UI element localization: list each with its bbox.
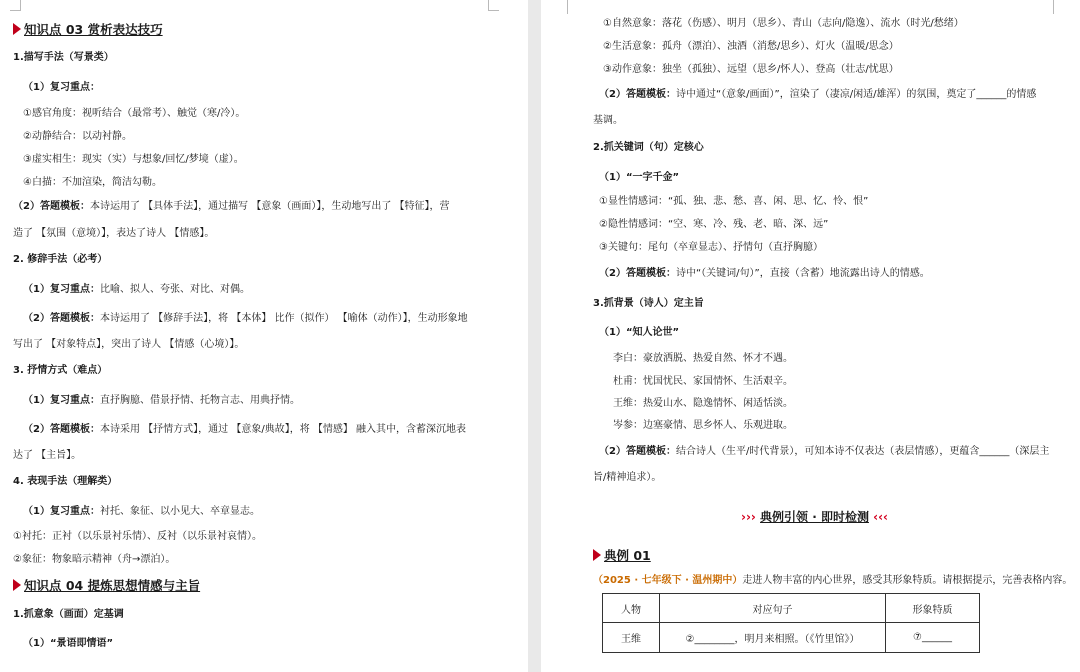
answer-template: （2）答题模板：本诗运用了 【具体手法】，通过描写 【意象（画面）】，生动地写出了 【特征】，营 <box>13 201 450 212</box>
answer-template-cont: 造了 【氛围（意境）】，表达了诗人 【情感】。 <box>13 228 215 239</box>
banner-title: 典例引领 · 即时检测 <box>760 510 869 524</box>
page-corner-mark <box>488 0 499 11</box>
answer-template: （2）答题模板：诗中通过“（意象/画面）”，渲染了（凄凉/闲适/雄浑）的氛围，奠定了______的情感 <box>599 89 1037 100</box>
list-item: ①显性情感词：“孤、独、悲、愁、喜、闲、思、忆、怜、恨” <box>599 196 869 207</box>
page-corner-mark <box>557 0 568 14</box>
poet-item: 岑参：边塞豪情、思乡怀人、乐观进取。 <box>613 420 793 431</box>
imagery-item: ①自然意象：落花（伤感）、明月（思乡）、青山（志向/隐逸）、流水（时光/愁绪） <box>603 18 964 29</box>
poet-item: 王维：热爱山水、隐逸情怀、闲适恬淡。 <box>613 398 793 409</box>
example-section-banner <box>741 510 888 524</box>
section-heading-04: 知识点 04 提炼思想情感与主旨 <box>13 578 200 594</box>
point-title: （1）复习重点： <box>23 82 100 93</box>
document-page-left <box>0 0 528 672</box>
poet-item: 李白：豪放洒脱、热爱自然、怀才不遇。 <box>613 353 793 364</box>
example-prompt: （2025 · 七年级下 · 温州期中）走进人物丰富的内心世界，感受其形象特质。请根据提示，完善表格内容。 <box>593 575 1073 586</box>
list-item: ③关键句：尾句（卒章显志）、抒情句（直抒胸臆） <box>599 242 823 253</box>
list-item: ②隐性情感词：“空、寒、冷、残、老、暗、深、远” <box>599 219 829 230</box>
subsection-title: 1.抓意象（画面）定基调 <box>13 609 124 620</box>
imagery-item: ③动作意象：独坐（孤独）、远望（思乡/怀人）、登高（壮志/忧思） <box>603 64 899 75</box>
review-points: （1）复习重点：衬托、象征、以小见大、卒章显志。 <box>23 506 260 517</box>
list-item: ①感官角度：视听结合（最常考）、触觉（寒/冷）。 <box>23 108 246 119</box>
page-corner-mark <box>1053 0 1064 14</box>
review-points: （1）复习重点：直抒胸臆、借景抒情、托物言志、用典抒情。 <box>23 395 300 406</box>
point-title: （1）“知人论世” <box>599 327 680 338</box>
answer-template: （2）答题模板：本诗采用 【抒情方式】，通过 【意象/典故】，将 【情感】 融入其中，含蓄深沉地表 <box>23 424 467 435</box>
page-corner-mark <box>10 0 21 11</box>
table-cell: 王维 <box>603 623 660 653</box>
example-table <box>602 593 980 653</box>
answer-template-cont: 旨/精神追求）。 <box>593 472 662 483</box>
subsection-title: 1.描写手法（写景类） <box>13 52 114 63</box>
section-heading-03: 知识点 03 赏析表达技巧 <box>13 22 163 38</box>
answer-template-cont: 基调。 <box>593 115 623 126</box>
review-points: （1）复习重点：比喻、拟人、夸张、对比、对偶。 <box>23 284 250 295</box>
table-cell: ⑦______ <box>886 623 980 653</box>
subsection-title: 4. 表现手法（理解类） <box>13 476 118 487</box>
subsection-title: 3. 抒情方式（难点） <box>13 365 108 376</box>
red-arrow-icon <box>593 549 601 561</box>
table-row <box>603 623 980 653</box>
subsection-title: 2.抓关键词（句）定核心 <box>593 142 704 153</box>
example-source: （2025 · 七年级下 · 温州期中） <box>593 575 743 586</box>
red-arrow-icon <box>13 579 21 591</box>
answer-template: （2）答题模板：结合诗人（生平/时代背景），可知本诗不仅表达（表层情感），更蕴含______（深层主 <box>599 446 1050 457</box>
red-arrow-icon <box>13 23 21 35</box>
subsection-title: 3.抓背景（诗人）定主旨 <box>593 298 704 309</box>
answer-template-cont: 写出了 【对象特点】，突出了诗人 【情感（心境）】。 <box>13 339 245 350</box>
point-title: （1）“一字千金” <box>599 172 680 183</box>
table-header-cell: 人物 <box>603 594 660 623</box>
example-heading: 典例 01 <box>593 548 651 564</box>
list-item: ②象征：物象暗示精神（舟→漂泊）。 <box>13 554 176 565</box>
imagery-item: ②生活意象：孤舟（漂泊）、浊酒（消愁/思乡）、灯火（温暖/思念） <box>603 41 899 52</box>
answer-template-cont: 达了 【主旨】。 <box>13 450 82 461</box>
list-item: ①衬托：正衬（以乐景衬乐情）、反衬（以乐景衬哀情）。 <box>13 531 262 542</box>
subsection-title: 2. 修辞手法（必考） <box>13 254 108 265</box>
table-header-cell: 形象特质 <box>886 594 980 623</box>
document-page-right <box>541 0 1080 672</box>
list-item: ④白描：不加渲染，简洁勾勒。 <box>23 177 162 188</box>
table-header-row <box>603 594 980 623</box>
table-cell: ②________，明月来相照。（《竹里馆》） <box>660 623 886 653</box>
answer-template: （2）答题模板：诗中“（关键词/句）”，直接（含蓄）地流露出诗人的情感。 <box>599 268 930 279</box>
poet-item: 杜甫：忧国忧民、家国情怀、生活艰辛。 <box>613 376 793 387</box>
answer-template: （2）答题模板：本诗运用了 【修辞手法】，将 【本体】 比作（拟作） 【喻体（动作）】，生动形象地 <box>23 313 468 324</box>
banner-arrows-right: ‹‹‹ <box>873 510 888 524</box>
list-item: ②动静结合：以动衬静。 <box>23 131 132 142</box>
list-item: ③虚实相生：现实（实）与想象/回忆/梦境（虚）。 <box>23 154 244 165</box>
banner-arrows-left: ››› <box>741 510 756 524</box>
table-header-cell: 对应句子 <box>660 594 886 623</box>
point-title: （1）“景语即情语” <box>23 638 114 649</box>
